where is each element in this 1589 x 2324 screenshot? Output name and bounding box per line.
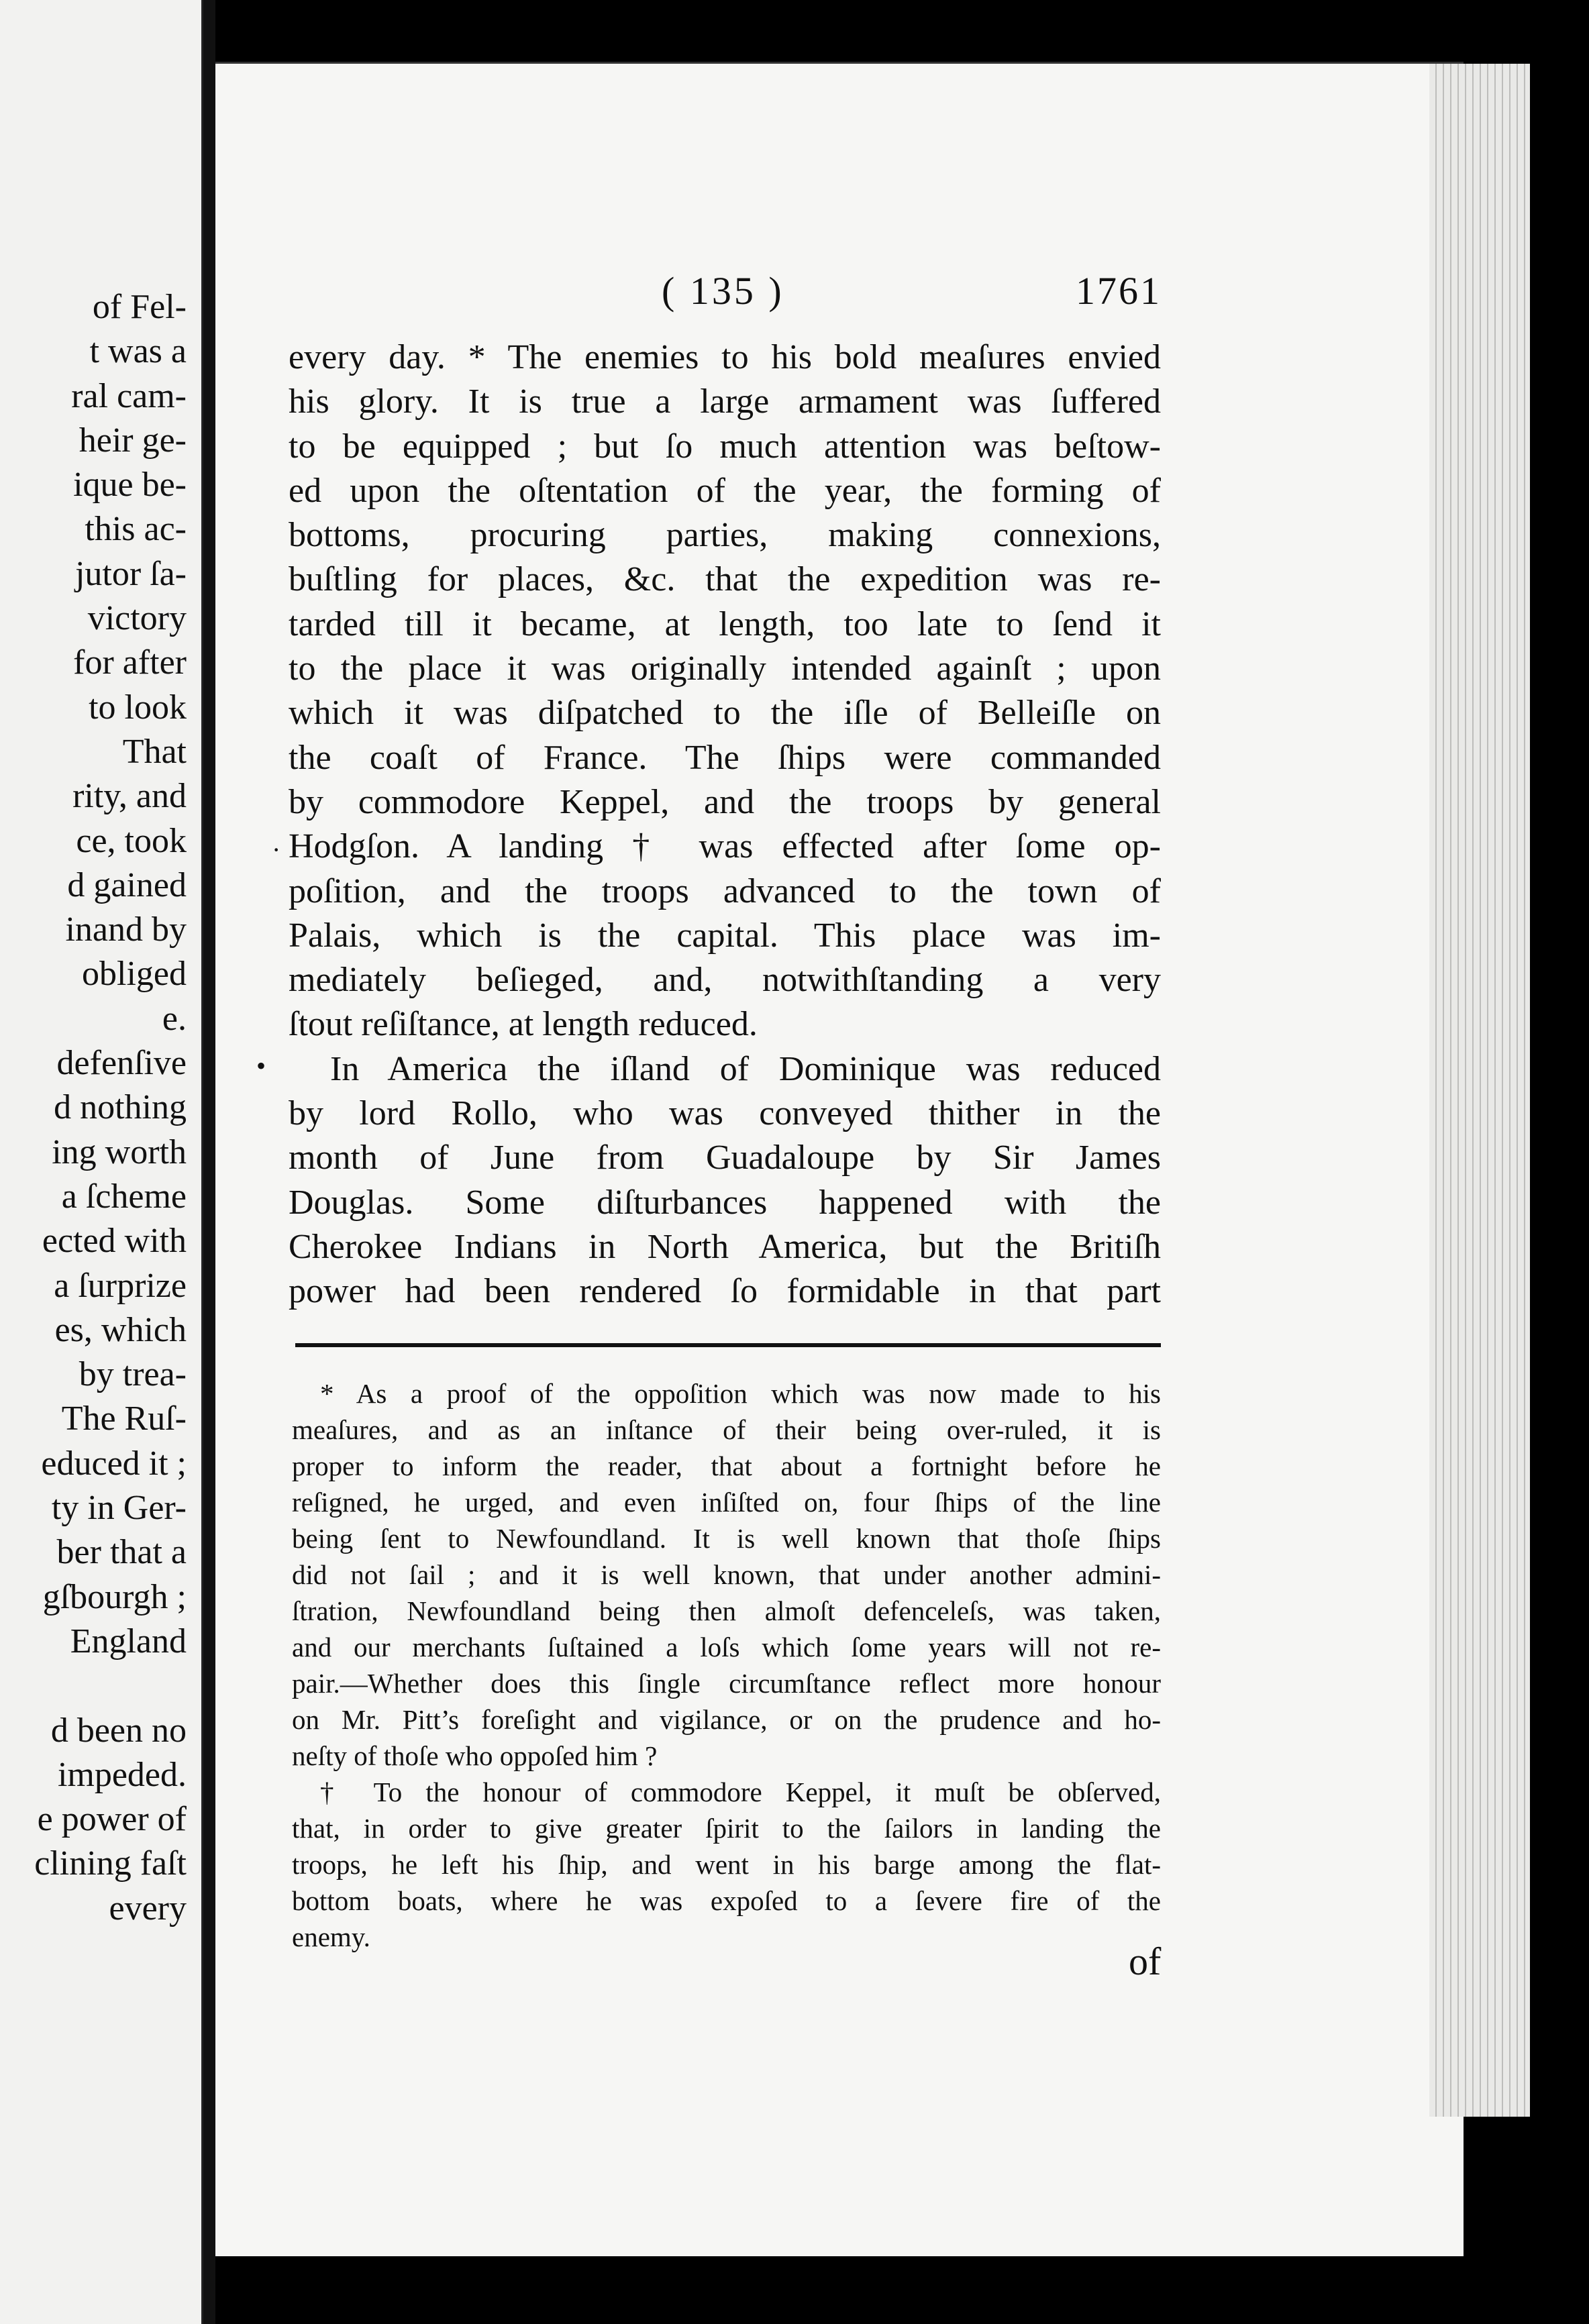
body-text-line: Douglas. Some diſturbances happened with the <box>289 1183 1161 1222</box>
body-text-line: every day. * The enemies to his bold meaſures envied <box>289 338 1161 376</box>
footnote-rule <box>295 1343 1161 1347</box>
margin-marker: · <box>272 835 281 865</box>
running-header <box>215 268 1182 322</box>
body-text-line: bottoms, procuring parties, making connexions, <box>289 516 1161 555</box>
footnotes <box>292 1375 1161 1955</box>
facing-page-line-fragment: England <box>70 1622 187 1660</box>
body-text-line: Palais, which is the capital. This place was im- <box>289 916 1161 955</box>
facing-page-line-fragment: ing worth <box>52 1132 187 1171</box>
facing-page-line-fragment: victory <box>87 599 187 638</box>
footnote-line: * As a proof of the oppoſition which was now made to his <box>320 1378 1161 1409</box>
body-text-line: ſtout reſiſtance, at length reduced. <box>289 1005 758 1044</box>
facing-page-line-fragment: e. <box>162 999 187 1038</box>
facing-page-line-fragment: for after <box>73 643 187 682</box>
facing-page-line-fragment: ty in Ger- <box>51 1489 187 1528</box>
footnote-line: on Mr. Pitt’s foreſight and vigilance, or on the prudence and ho- <box>292 1704 1161 1735</box>
body-text-line: to be equipped ; but ſo much attention was beſtow- <box>289 427 1161 466</box>
facing-page-line-fragment: to look <box>89 688 187 727</box>
body-text-line: by lord Rollo, who was conveyed thither in the <box>289 1094 1161 1133</box>
catchword: of <box>1129 1940 1162 1983</box>
year-heading: 1761 <box>1076 269 1162 313</box>
footnote-line: proper to inform the reader, that about a fortnight before he <box>292 1450 1161 1481</box>
facing-page-line-fragment: impeded. <box>57 1755 187 1794</box>
body-text-line: mediately beſieged, and, notwithſtanding a very <box>289 961 1161 1000</box>
footnote-line: and our merchants ſuſtained a loſs which ſome years will not re- <box>292 1632 1161 1662</box>
facing-page-line-fragment: heir ge- <box>79 421 187 460</box>
body-text-line: Cherokee Indians in North America, but the Britiſh <box>289 1227 1161 1266</box>
facing-page-line-fragment: this ac- <box>85 510 187 549</box>
facing-page-line-fragment: by trea- <box>79 1355 187 1394</box>
footnote-line: † To the honour of commodore Keppel, it muſt be obſerved, <box>320 1777 1161 1807</box>
facing-page-text-fragments <box>34 285 187 1931</box>
facing-page-line-fragment: jutor ſa- <box>74 554 187 593</box>
facing-page-line-fragment: d nothing <box>54 1088 187 1127</box>
body-text-line: Hodgſon. A landing † was effected after ſome op- <box>289 827 1161 866</box>
facing-page-line-fragment: ique be- <box>73 466 187 505</box>
footnote-line: did not ſail ; and it is well known, that under another admini- <box>292 1559 1161 1590</box>
page-number: ( 135 ) <box>662 269 784 313</box>
body-text-line: In America the iſland of Dominique was reduced <box>330 1049 1161 1088</box>
footnote-line: ſtration, Newfoundland being then almoſt defenceleſs, was taken, <box>292 1595 1161 1626</box>
body-text-line: month of June from Guadaloupe by Sir James <box>289 1139 1161 1177</box>
facing-page-line-fragment: every <box>109 1889 187 1927</box>
body-text-line: power had been rendered ſo formidable in that part <box>289 1272 1161 1311</box>
facing-page-line-fragment: ral cam- <box>71 376 187 415</box>
facing-page-line-fragment: ected with <box>42 1222 187 1261</box>
footnote-line: enemy. <box>292 1921 370 1952</box>
body-text-line: poſition, and the troops advanced to the town of <box>289 872 1161 910</box>
facing-page-line-fragment: inand by <box>65 910 187 949</box>
body-text-line: which it was diſpatched to the iſle of Belleiſle on <box>289 694 1161 733</box>
margin-marker: • <box>256 1051 266 1081</box>
facing-page-line-fragment <box>34 1664 187 1708</box>
footnote-line: troops, he left his ſhip, and went in his barge among the flat- <box>292 1849 1161 1880</box>
footnote-line: that, in order to give greater ſpirit to the ſailors in landing the <box>292 1813 1161 1844</box>
facing-page-line-fragment: ber that a <box>56 1533 187 1572</box>
facing-page-line-fragment: d been no <box>50 1711 187 1750</box>
footnote-line: being ſent to Newfoundland. It is well known that thoſe ſhips <box>292 1523 1161 1554</box>
body-text-line: tarded till it became, at length, too late to ſend it <box>289 604 1161 643</box>
footnote-line: pair.—Whether does this ſingle circumſtance reflect more honour <box>292 1668 1161 1699</box>
footnote-line: reſigned, he urged, and even inſiſted on, four ſhips of the line <box>292 1487 1161 1518</box>
book-gutter <box>203 0 215 2324</box>
body-text-line: buſtling for places, &c. that the expedition was re- <box>289 560 1161 599</box>
body-text <box>289 335 1161 1314</box>
facing-page-line-fragment: The Ruſ- <box>61 1399 187 1438</box>
page-edges <box>1429 64 1530 2117</box>
facing-page-line-fragment: rity, and <box>72 777 187 816</box>
facing-page-line-fragment: ce, took <box>76 821 187 860</box>
body-text-line: by commodore Keppel, and the troops by general <box>289 782 1161 821</box>
body-text-line: the coaſt of France. The ſhips were commanded <box>289 738 1161 777</box>
body-text-line: his glory. It is true a large armament was ſuffered <box>289 382 1161 421</box>
footnote-line: meaſures, and as an inſtance of their being over-ruled, it is <box>292 1414 1161 1445</box>
body-text-line: to the place it was originally intended againſt ; upon <box>289 649 1161 688</box>
facing-page-line-fragment: educed it ; <box>41 1444 187 1483</box>
facing-page-left <box>0 0 203 2324</box>
facing-page-line-fragment: e power of <box>37 1800 187 1839</box>
facing-page-line-fragment: a ſcheme <box>61 1177 187 1216</box>
body-text-line: ed upon the oſtentation of the year, the forming of <box>289 471 1161 510</box>
facing-page-line-fragment: of Fel- <box>92 288 187 326</box>
facing-page-line-fragment: clining faſt <box>34 1844 187 1883</box>
facing-page-line-fragment: d gained <box>67 865 187 904</box>
footnote-line: bottom boats, where he was expoſed to a ſevere fire of the <box>292 1885 1161 1916</box>
footnote-line: neſty of thoſe who oppoſed him ? <box>292 1740 658 1771</box>
facing-page-line-fragment: es, which <box>54 1310 187 1349</box>
facing-page-line-fragment: obliged <box>82 955 187 994</box>
facing-page-line-fragment: gſbourgh ; <box>42 1577 187 1616</box>
facing-page-line-fragment: a ſurprize <box>54 1266 187 1305</box>
facing-page-line-fragment: defenſive <box>56 1044 187 1083</box>
facing-page-line-fragment: That <box>122 732 187 771</box>
facing-page-line-fragment: t was a <box>89 332 187 371</box>
